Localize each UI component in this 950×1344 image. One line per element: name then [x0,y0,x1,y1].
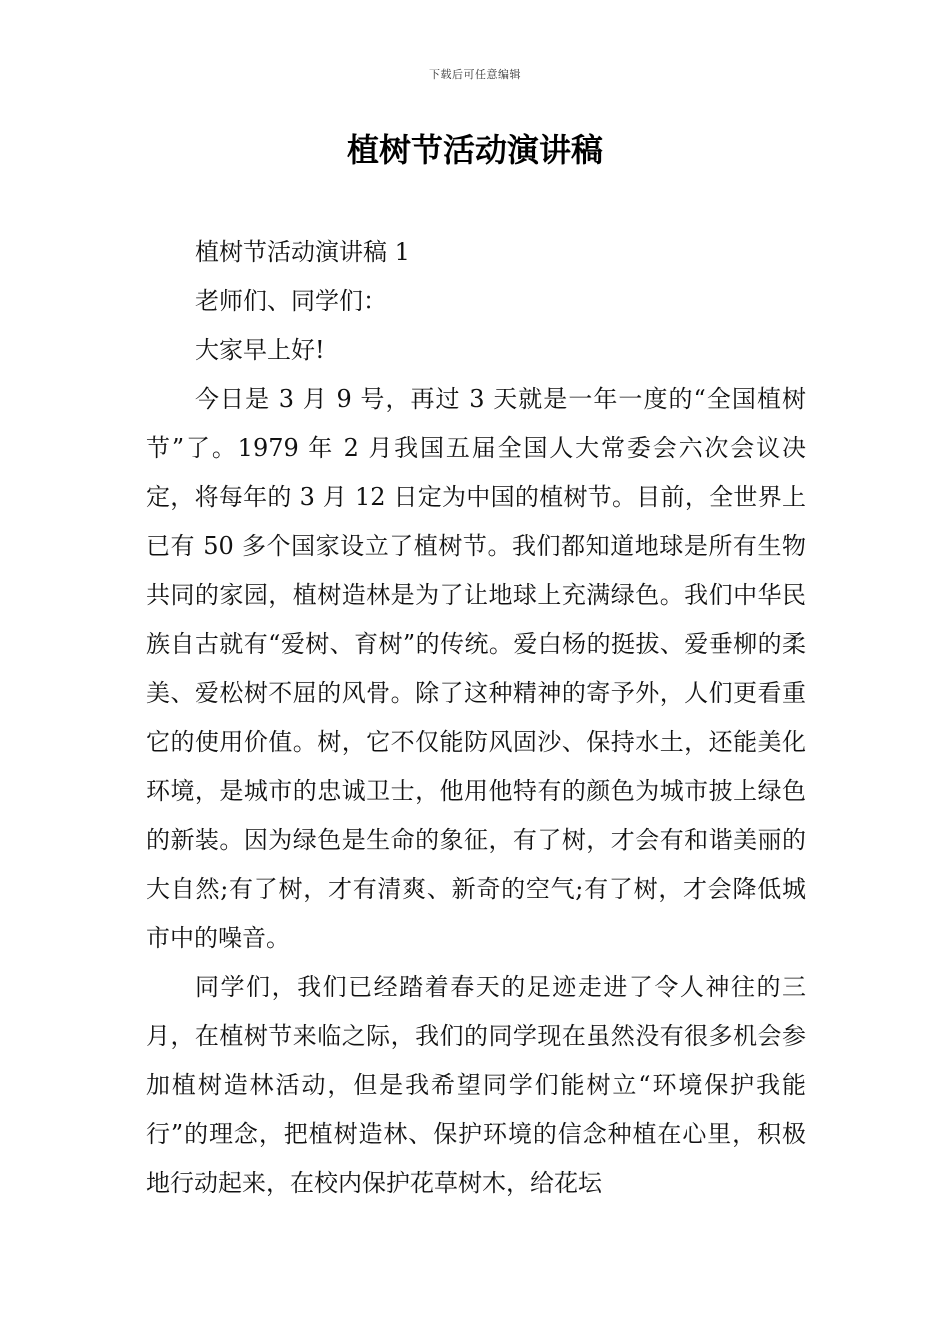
body-paragraph-1: 今日是 3 月 9 号，再过 3 天就是一年一度的“全国植树节”了。1979 年 2 月我国五届全国人大常委会六次会议决定，将每年的 3 月 12 日定为中国的植树节。目前，全世界上已有 50 多个国家设立了植树节。我们都知道地球是所有生物共同的家园，植树造林是为了让地球上充满绿色。我们中华民族自古就有“爱树、育树”的传统。爱白杨的挺拔、爱垂柳的柔美、爱松树不屈的风骨。除了这种精神的寄予外，人们更看重它的使用价值。树，它不仅能防风固沙、保持水土，还能美化环境，是城市的忠诚卫士，他用他特有的颜色为城市披上绿色的新装。因为绿色是生命的象征，有了树，才会有和谐美丽的大自然;有了树，才有清爽、新奇的空气;有了树，才会降低城市中的噪音。 [146,385,806,952]
section-subtitle: 植树节活动演讲稿 1 [195,238,410,266]
document-title: 植树节活动演讲稿 [346,131,603,169]
body-paragraph-2: 同学们，我们已经踏着春天的足迹走进了令人神往的三月，在植树节来临之际，我们的同学现在虽然没有很多机会参加植树造林活动，但是我希望同学们能树立“环境保护我能行”的理念，把植树造林、保护环境的信念种植在心里，积极地行动起来，在校内保护花草树木，给花坛 [146,973,806,1197]
header-note: 下载后可任意编辑 [429,68,521,81]
document-body [146,228,806,1208]
greeting: 大家早上好! [195,336,325,364]
salutation: 老师们、同学们： [195,287,387,315]
